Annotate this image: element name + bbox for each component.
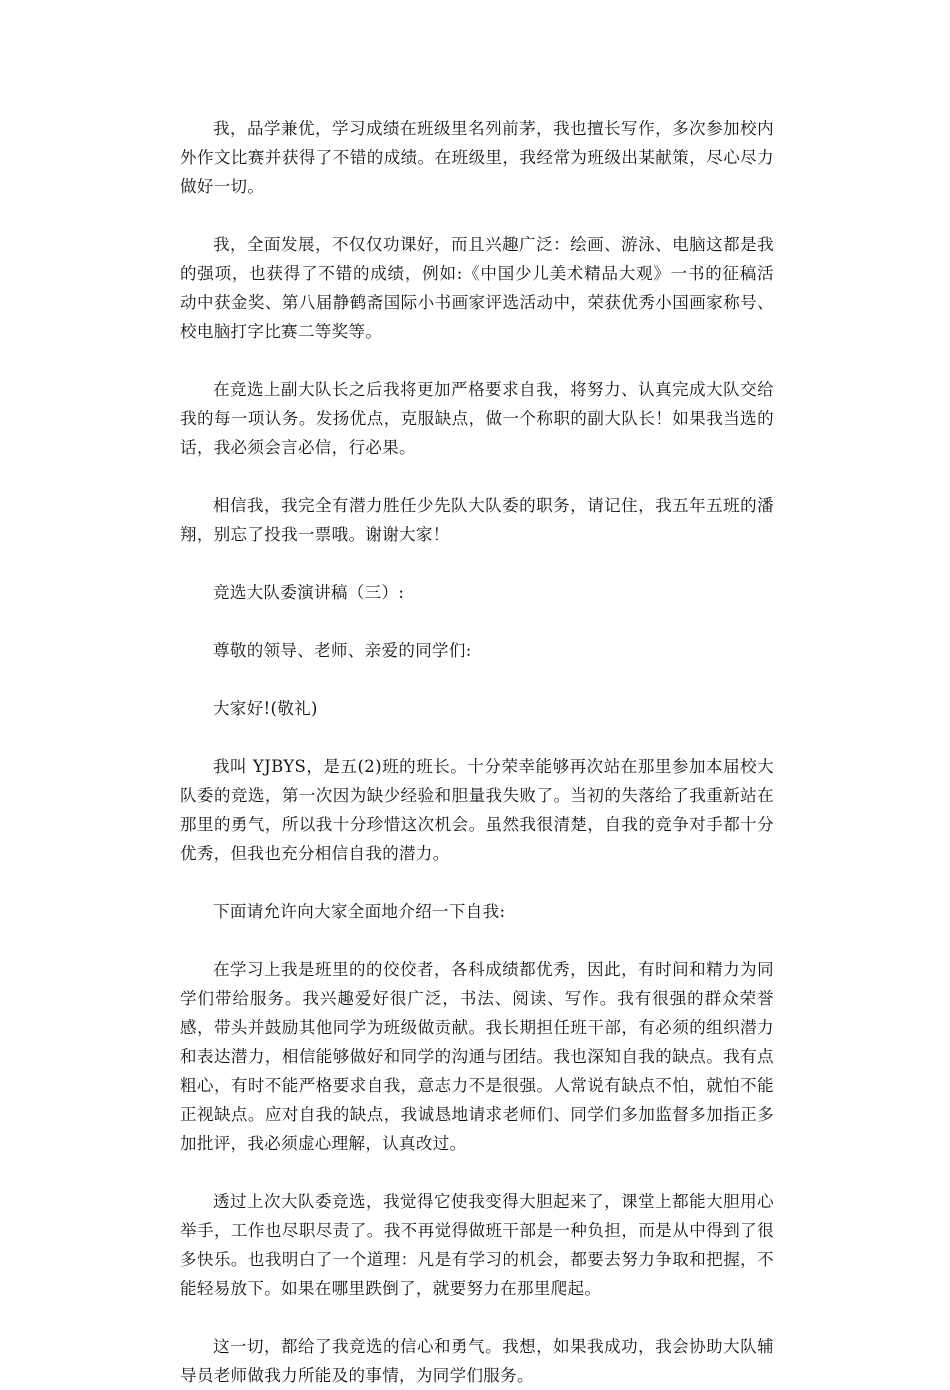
paragraph-2: 我，全面发展，不仅仅功课好，而且兴趣广泛：绘画、游泳、电脑这都是我的强项，也获得了不错的成绩，例如:《中国少儿美术精品大观》一书的征稿活动中获金奖、第八届静鹤斋国际小书画家评选活动中，荣获优秀小国画家称号、校电脑打字比赛二等奖等。 [180, 235, 774, 341]
paragraph-4: 相信我，我完全有潜力胜任少先队大队委的职务，请记住，我五年五班的潘翔，别忘了投我一票哦。谢谢大家！ [180, 496, 774, 544]
paragraph-closing: 这一切，都给了我竞选的信心和勇气。我想，如果我成功，我会协助大队辅导员老师做我力所能及的事情，为同学们服务。 [180, 1337, 774, 1385]
paragraph-1: 我，品学兼优，学习成绩在班级里名列前茅，我也擅长写作，多次参加校内外作文比赛并获得了不错的成绩。在班级里，我经常为班级出某献策，尽心尽力做好一切。 [180, 119, 774, 196]
section-heading: 竞选大队委演讲稿（三）: [213, 583, 405, 602]
salutation: 尊敬的领导、老师、亲爱的同学们: [213, 641, 472, 660]
paragraph-intro: 我叫 YJBYS，是五(2)班的班长。十分荣幸能够再次站在那里参加本届校大队委的竞选，第一次因为缺少经验和胆量我失败了。当初的失落给了我重新站在那里的勇气，所以我十分珍惜这次机会。虽然我很清楚，自我的竞争对手都十分优秀，但我也充分相信自我的潜力。 [180, 757, 774, 863]
document-body [180, 114, 774, 1390]
paragraph-experience: 透过上次大队委竞选，我觉得它使我变得大胆起来了，课堂上都能大胆用心举手，工作也尽职尽责了。我不再觉得做班干部是一种负担，而是从中得到了很多快乐。也我明白了一个道理：凡是有学习的机会，都要去努力争取和把握，不能轻易放下。如果在哪里跌倒了，就要努力在那里爬起。 [180, 1192, 774, 1298]
paragraph-study: 在学习上我是班里的的佼佼者，各科成绩都优秀，因此，有时间和精力为同学们带给服务。我兴趣爱好很广泛，书法、阅读、写作。我有很强的群众荣誉感，带头并鼓励其他同学为班级做贡献。我长期担任班干部，有必须的组织潜力和表达潜力，相信能够做好和同学的沟通与团结。我也深知自我的缺点。我有点粗心，有时不能严格要求自我，意志力不是很强。人常说有缺点不怕，就怕不能正视缺点。应对自我的缺点，我诚恳地请求老师们、同学们多加监督多加指正多加批评，我必须虚心理解，认真改过。 [180, 960, 774, 1153]
paragraph-transition: 下面请允许向大家全面地介绍一下自我: [213, 902, 506, 921]
paragraph-3: 在竞选上副大队长之后我将更加严格要求自我，将努力、认真完成大队交给我的每一项认务。发扬优点，克服缺点，做一个称职的副大队长！如果我当选的话，我必须会言必信，行必果。 [180, 380, 774, 457]
greeting: 大家好!(敬礼) [213, 699, 318, 718]
